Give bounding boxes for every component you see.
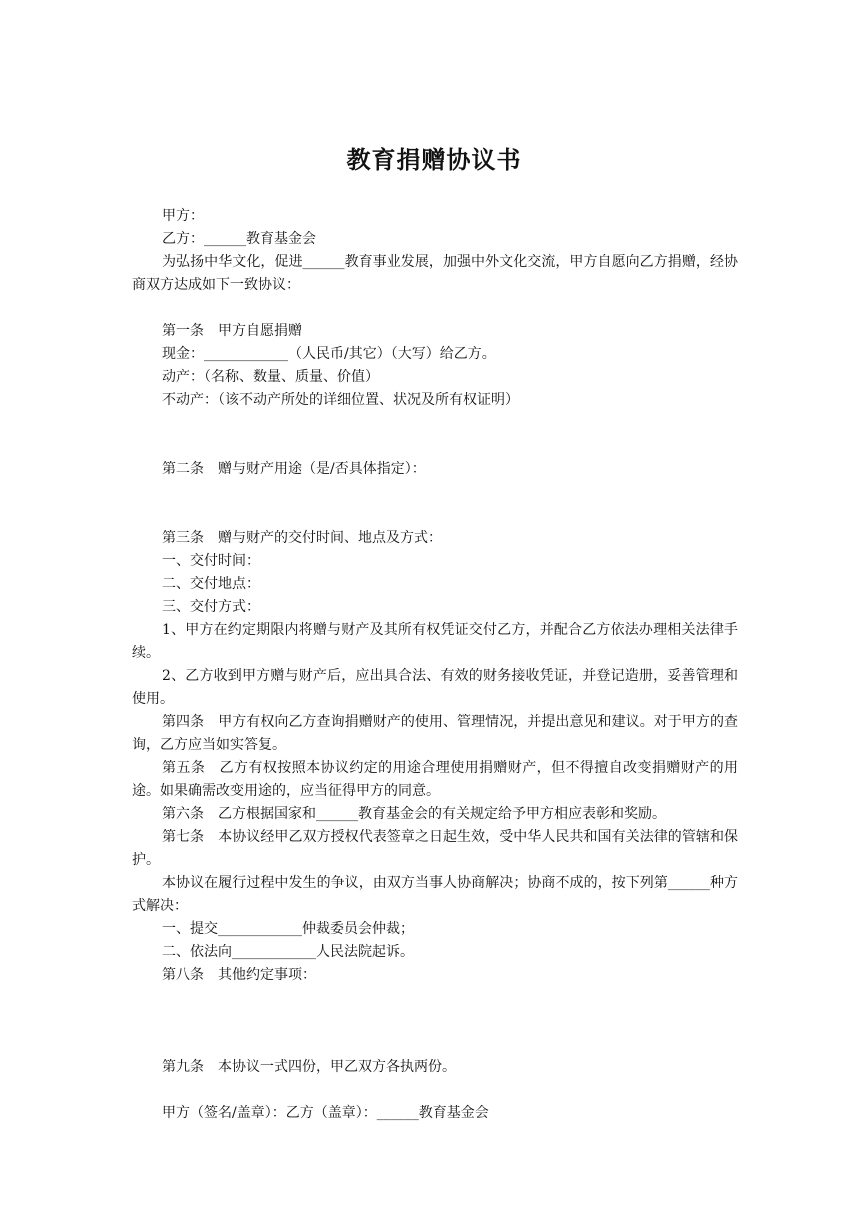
party-a-line: 甲方： <box>162 208 204 224</box>
dispute-paragraph: 本协议在履行过程中发生的争议，由双方当事人协商解决；协商不成的，按下列第______种方式解决： <box>132 875 738 914</box>
court-option: 二、依法向____________人民法院起诉。 <box>162 944 414 960</box>
article-2: 第二条 赠与财产用途（是/否具体指定）： <box>162 461 426 477</box>
signature-line: 甲方（签名/盖章）：乙方（盖章）：______教育基金会 <box>162 1105 489 1121</box>
article-3-heading: 第三条 赠与财产的交付时间、地点及方式： <box>162 530 442 546</box>
article-8: 第八条 其他约定事项： <box>162 967 316 983</box>
article-5: 第五条 乙方有权按照本协议约定的用途合理使用捐赠财产，但不得擅自改变捐赠财产的用途。如果确需改变用途的，应当征得甲方的同意。 <box>132 760 738 799</box>
article-4: 第四条 甲方有权向乙方查询捐赠财产的使用、管理情况，并提出意见和建议。对于甲方的查询，乙方应当如实答复。 <box>132 714 738 753</box>
document-title: 教育捐赠协议书 <box>346 145 522 174</box>
delivery-item-1: 1、甲方在约定期限内将赠与财产及其所有权凭证交付乙方，并配合乙方依法办理相关法律手续。 <box>132 622 738 661</box>
article-1-heading: 第一条 甲方自愿捐赠 <box>162 323 302 339</box>
intro-paragraph: 为弘扬中华文化，促进______教育事业发展，加强中外文化交流，甲方自愿向乙方捐赠，经协商双方达成如下一致协议： <box>132 254 738 293</box>
article-6: 第六条 乙方根据国家和______教育基金会的有关规定给予甲方相应表彰和奖励。 <box>162 806 666 822</box>
delivery-item-2: 2、乙方收到甲方赠与财产后，应出具合法、有效的财务接收凭证，并登记造册，妥善管理和使用。 <box>132 668 738 707</box>
arbitration-option: 一、提交____________仲裁委员会仲裁； <box>162 921 414 937</box>
delivery-time-line: 一、交付时间： <box>162 553 260 569</box>
article-7: 第七条 本协议经甲乙双方授权代表签章之日起生效，受中华人民共和国有关法律的管辖和保护。 <box>132 829 738 868</box>
delivery-place-line: 二、交付地点： <box>162 576 260 592</box>
party-b-line: 乙方：______教育基金会 <box>162 231 316 247</box>
article-9: 第九条 本协议一式四份，甲乙双方各执两份。 <box>162 1059 456 1075</box>
immovable-property-line: 不动产：（该不动产所处的详细位置、状况及所有权证明） <box>162 392 519 408</box>
delivery-method-line: 三、交付方式： <box>162 599 260 615</box>
movable-property-line: 动产：（名称、数量、质量、价值） <box>162 369 379 385</box>
cash-line: 现金：____________（人民币/其它）（大写）给乙方。 <box>162 346 496 362</box>
